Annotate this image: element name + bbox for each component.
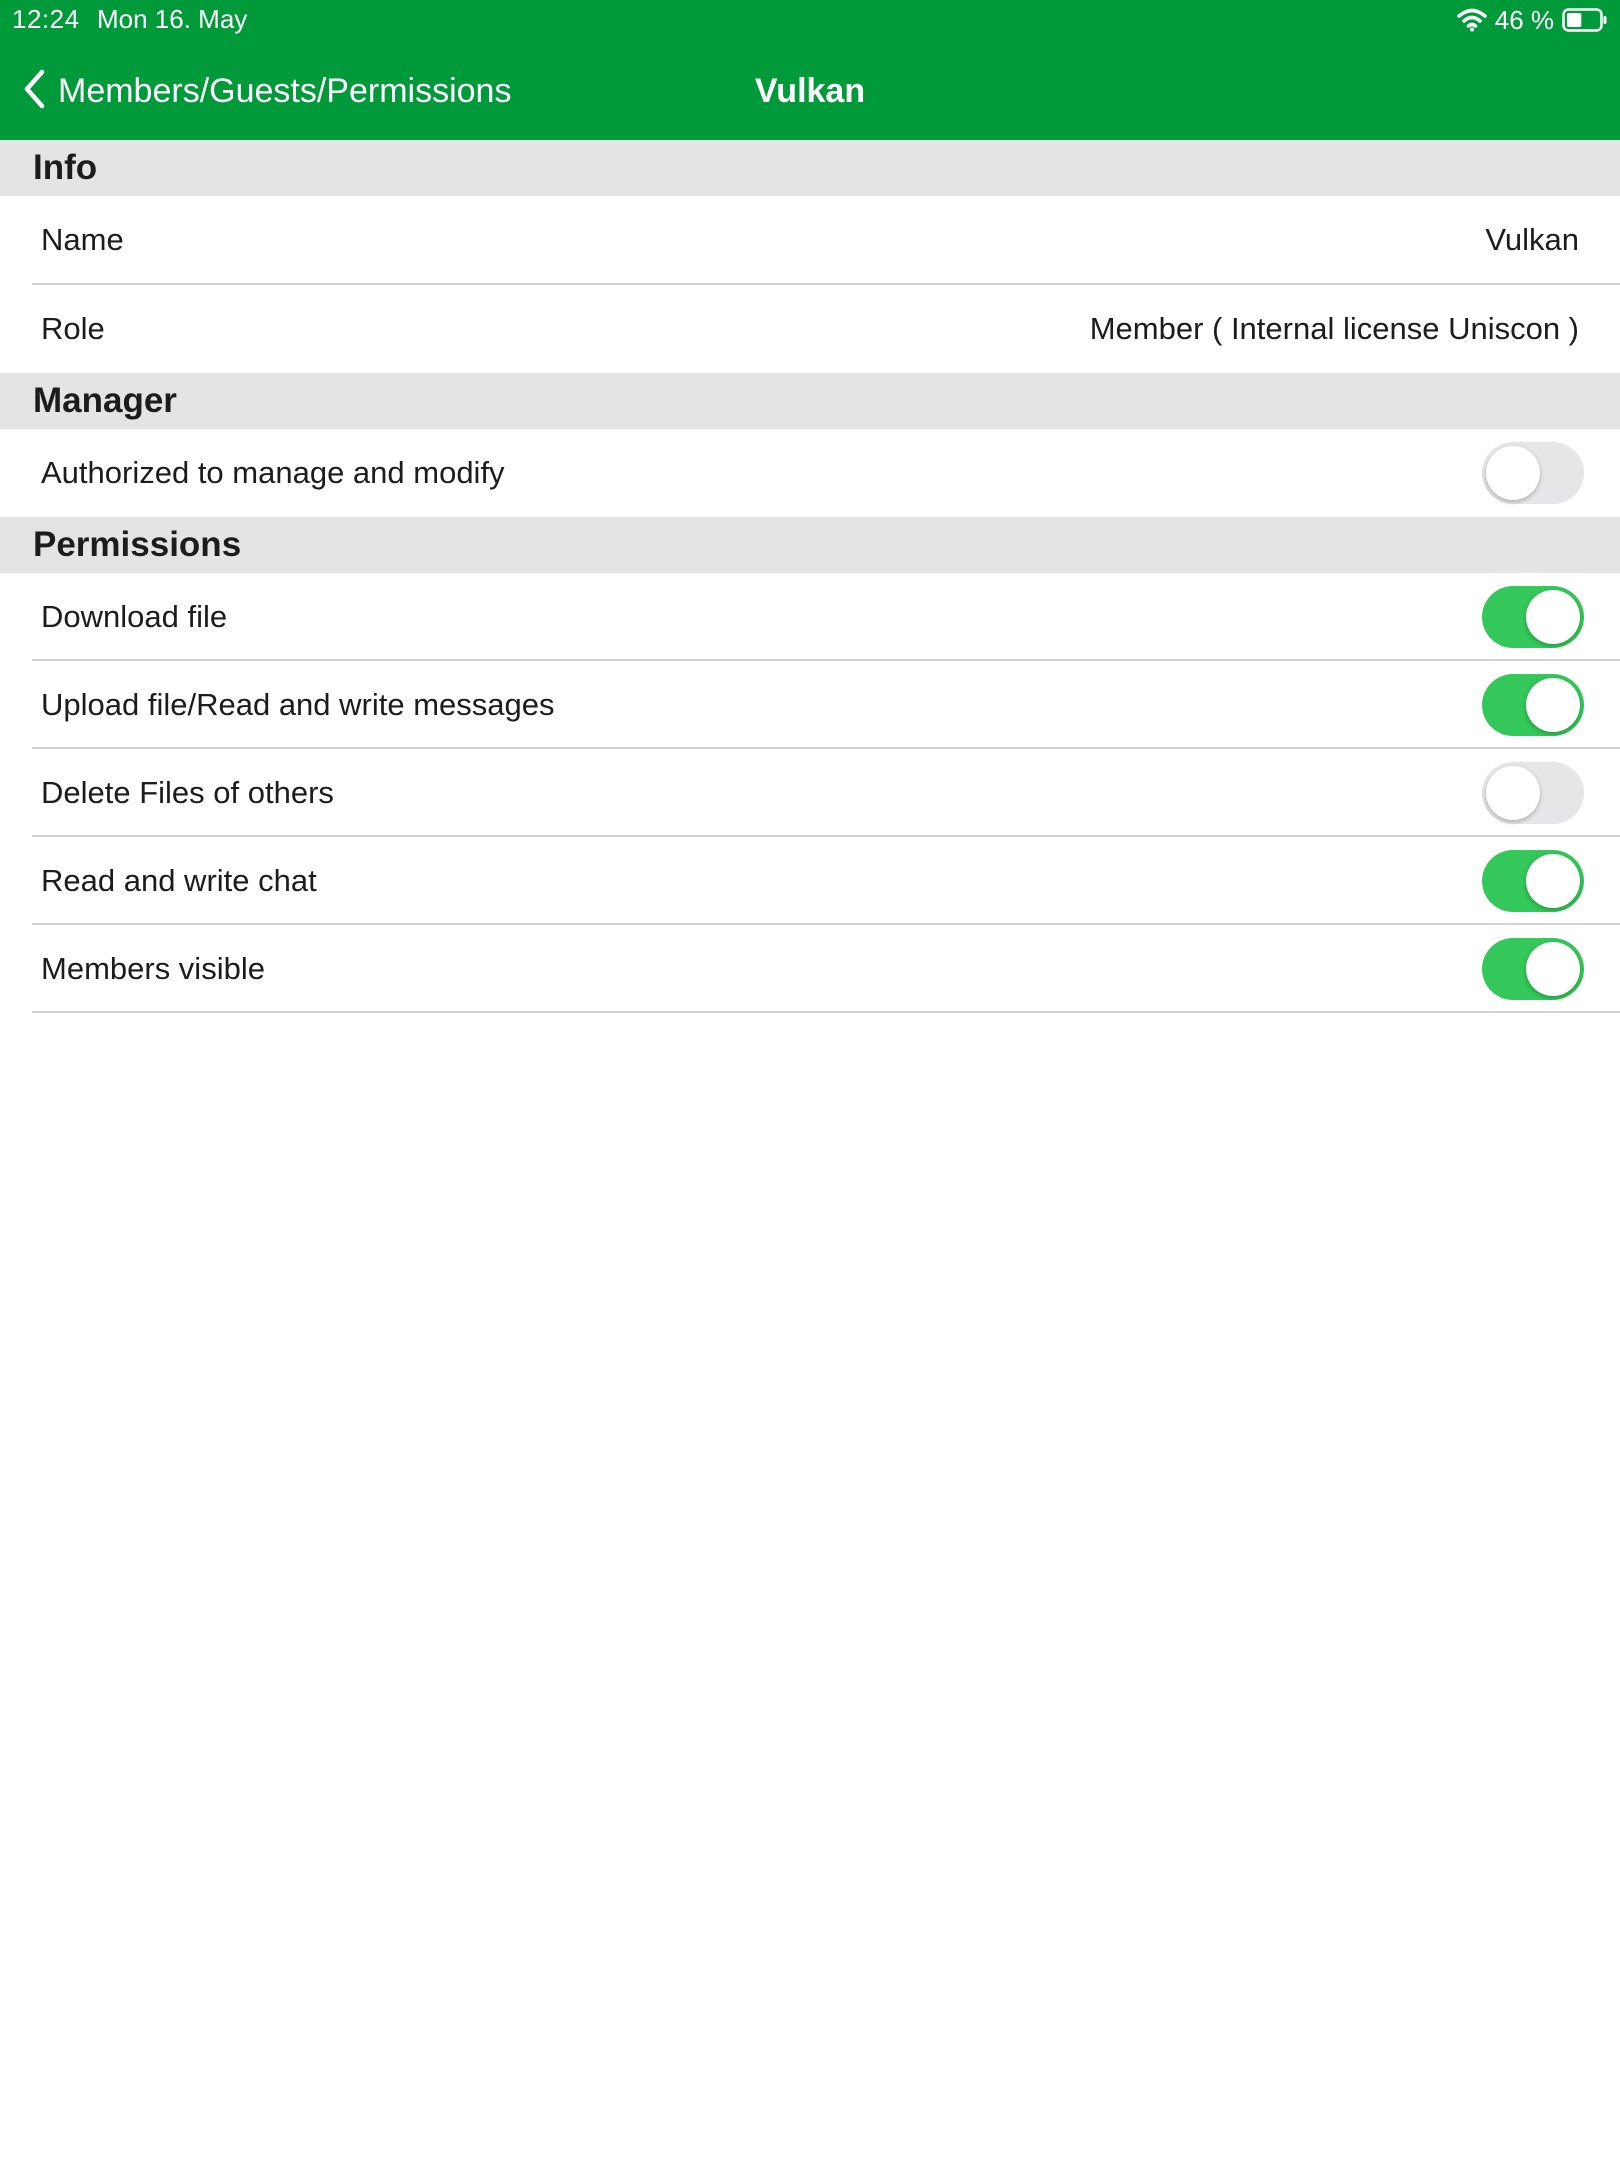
permission-row-read-write-chat <box>0 837 1620 925</box>
back-button-label: Members/Guests/Permissions <box>58 71 512 110</box>
status-date: Mon 16. May <box>97 4 248 34</box>
role-value: Member ( Internal license Uniscon ) <box>1089 311 1579 346</box>
authorized-toggle[interactable] <box>1482 442 1584 504</box>
toggle-knob <box>1486 766 1540 820</box>
battery-percentage: 46 % <box>1494 4 1554 35</box>
upload-file-toggle[interactable] <box>1482 674 1584 736</box>
permission-label: Download file <box>41 599 228 634</box>
permission-label: Read and write chat <box>41 863 317 898</box>
permission-label: Upload file/Read and write messages <box>41 687 555 722</box>
permission-row-members-visible <box>0 925 1620 1013</box>
section-header-manager <box>0 373 1620 429</box>
toggle-knob <box>1526 942 1580 996</box>
members-visible-toggle[interactable] <box>1482 938 1584 1000</box>
manager-row-authorized <box>0 429 1620 517</box>
section-header-permissions <box>0 517 1620 573</box>
toggle-knob <box>1526 678 1580 732</box>
permission-row-delete-files <box>0 749 1620 837</box>
role-label: Role <box>41 311 105 346</box>
download-file-toggle[interactable] <box>1482 586 1584 648</box>
toggle-knob <box>1526 590 1580 644</box>
read-write-chat-toggle[interactable] <box>1482 850 1584 912</box>
section-header-label: Info <box>33 148 98 187</box>
battery-icon <box>1562 8 1608 32</box>
status-indicators <box>1457 4 1608 36</box>
info-row-name <box>0 196 1620 284</box>
divider <box>32 1011 1620 1013</box>
toggle-knob <box>1526 854 1580 908</box>
authorized-label: Authorized to manage and modify <box>41 455 505 490</box>
section-header-label: Manager <box>33 381 177 420</box>
permission-row-download-file <box>0 573 1620 661</box>
info-row-role <box>0 285 1620 373</box>
section-header-info <box>0 140 1620 196</box>
name-value: Vulkan <box>1485 222 1579 257</box>
delete-files-toggle[interactable] <box>1482 762 1584 824</box>
permission-label: Members visible <box>41 951 265 986</box>
wifi-icon <box>1457 8 1487 32</box>
page-title: Vulkan <box>754 72 866 110</box>
section-header-label: Permissions <box>33 525 242 564</box>
back-button[interactable] <box>22 66 511 116</box>
navigation-bar <box>0 0 1620 140</box>
status-time: 12:24 <box>12 4 80 34</box>
toggle-knob <box>1486 446 1540 500</box>
name-label: Name <box>41 222 124 257</box>
chevron-left-icon <box>22 69 46 114</box>
permission-label: Delete Files of others <box>41 775 334 810</box>
permission-row-upload-file <box>0 661 1620 749</box>
